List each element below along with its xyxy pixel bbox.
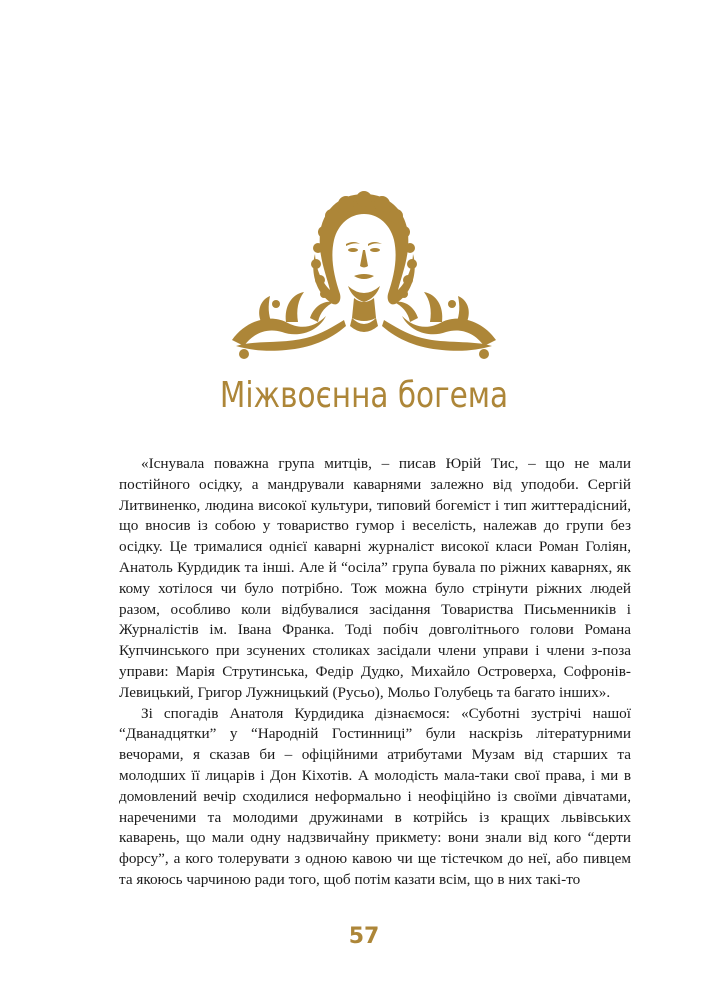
page-number: 57 xyxy=(348,924,380,949)
section-title: Міжвоєнна богема xyxy=(219,375,509,416)
paragraph: «Існувала поважна група митців, – писав Юрій Тис, – що не мали постійного осідку, а мандрували каварнями залежно від уподоби. Сергій Литвиненко, людина високої культури, типовий богеміст і тип життерадісний, що вносив із собою у товариство гумор і веселість, належав до групи без осідку. Це трималися однієї каварні журналіст високої класи Роман Голіян, Анатоль Курдидик та інші. Але й “осіла” група бувала по ріжних каварнях, як кому хотілося чи було потрібно. Тож можна було стрінути ріжних людей разом, особливо коли відбувалися засідання Товариства Письменників і Журналістів ім. Івана Франка. Тоді побіч довголітнього голови Романа Купчинського при зсунених столиках засідали члени управи і члени з-поза управи: Марія Струтинська, Федір Дудко, Михайло Островерха, Софронів-Левицький, Григор Лужницький (Русьо), Мольо Голубець та багато інших». xyxy=(119,455,631,701)
body-text xyxy=(119,454,631,891)
art-nouveau-muse-ornament-icon xyxy=(226,190,502,360)
paragraph: Зі спогадів Анатоля Курдидика дізнаємося: «Суботні зустрічі нашої “Дванадцятки” у “Народній Гостинниці” були наскрізь літературними вечорами, я сказав би – офіційними атрибутами Музам від старших та молодших її лицарів і Дон Кіхотів. А молодість мала-таки свої права, і ми в домовлений вечір сходилися неформально і неофіційно із своїми дівчатами, нареченими та молодими дружинами в котрійсь із кращих львівських каварень, що мали одну надзвичайну прикмету: вони знали від кого “дерти форсу”, а кого толерувати з одною кавою чи ще тістечком до неї, або пивцем та якоюсь чарчиною ради того, щоб потім казати всім, що в них такі-то xyxy=(119,704,631,888)
